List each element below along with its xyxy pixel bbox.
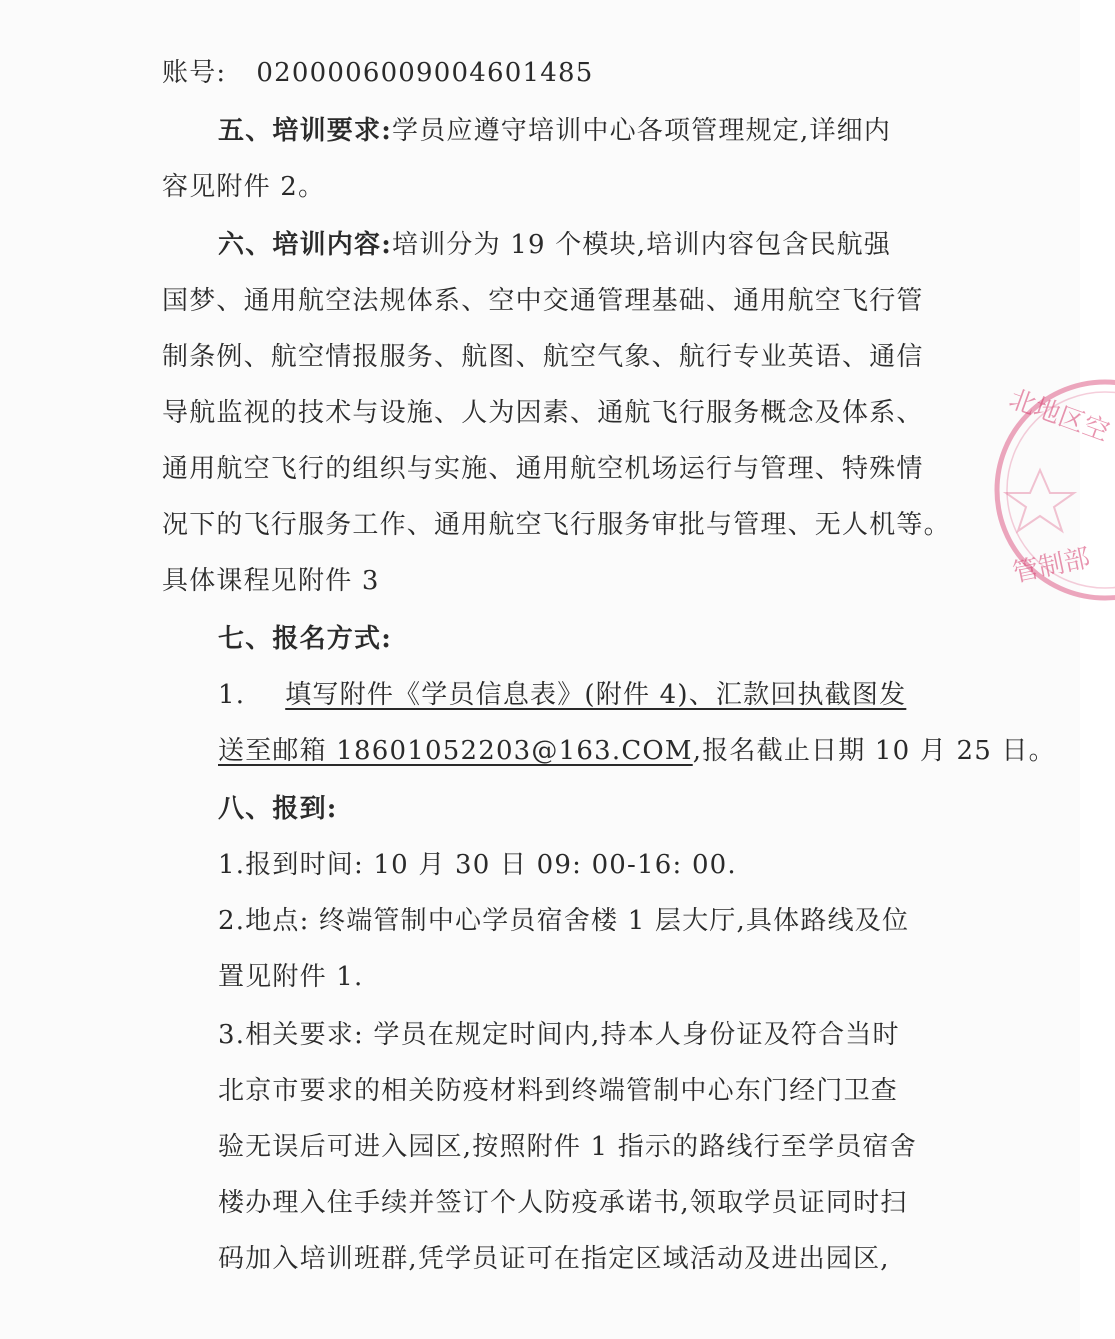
email-address[interactable]: 送至邮箱 18601052203@163.COM	[218, 736, 693, 766]
section6-line1	[218, 228, 891, 262]
section8-item2-line2: 置见附件 1.	[218, 962, 364, 992]
account-line	[162, 56, 593, 90]
account-number: 0200006009004601485	[256, 58, 594, 88]
account-label: 账号:	[162, 58, 227, 88]
section6-text-line: 国梦、通用航空法规体系、空中交通管理基础、通用航空飞行管	[162, 286, 924, 316]
section6-text-line1: 培训分为 19 个模块,培训内容包含民航强	[392, 230, 892, 260]
section5-text-line1: 学员应遵守培训中心各项管理规定,详细内	[392, 116, 892, 146]
section8-item3-line: 3.相关要求: 学员在规定时间内,持本人身份证及符合当时	[218, 1020, 900, 1050]
section7-item1-line2	[218, 734, 1056, 768]
section6-heading: 六、培训内容:	[218, 230, 392, 260]
section6-text-line: 通用航空飞行的组织与实施、通用航空机场运行与管理、特殊情	[162, 454, 924, 484]
section5-heading: 五、培训要求:	[218, 116, 392, 146]
section6-text-line: 况下的飞行服务工作、通用航空飞行服务审批与管理、无人机等。	[162, 510, 951, 540]
section7-item1-num: 1.	[218, 680, 246, 710]
section6-text-line: 具体课程见附件 3	[162, 566, 380, 596]
section8-item3-line: 码加入培训班群,凭学员证可在指定区域活动及进出园区,	[218, 1244, 890, 1274]
section8-item3-line: 验无误后可进入园区,按照附件 1 指示的路线行至学员宿舍	[218, 1132, 917, 1162]
seal-text-top: 北地区空	[1005, 383, 1114, 448]
section5-line1	[218, 114, 891, 148]
section5-text-line2: 容见附件 2。	[162, 172, 326, 202]
section6-text-line: 导航监视的技术与设施、人为因素、通航飞行服务概念及体系、	[162, 398, 924, 428]
section8-item3-line: 楼办理入住手续并签订个人防疫承诺书,领取学员证同时扫	[218, 1188, 908, 1218]
section7-item1-text: 填写附件《学员信息表》(附件 4)、汇款回执截图发	[285, 680, 907, 710]
section8-item3-line: 北京市要求的相关防疫材料到终端管制中心东门经门卫查	[218, 1076, 899, 1106]
section6-text-line: 制条例、航空情报服务、航图、航空气象、航行专业英语、通信	[162, 342, 924, 372]
section7-deadline: ,报名截止日期 10 月 25 日。	[692, 736, 1056, 766]
section8-item2-line1: 2.地点: 终端管制中心学员宿舍楼 1 层大厅,具体路线及位	[218, 906, 910, 936]
section8-item1: 1.报到时间: 10 月 30 日 09: 00-16: 00.	[218, 850, 737, 880]
section8-heading: 八、报到:	[218, 794, 338, 824]
section7-heading: 七、报名方式:	[218, 624, 392, 654]
section7-item1-line1	[218, 678, 906, 712]
seal-text-bottom: 管制部	[1010, 543, 1093, 589]
